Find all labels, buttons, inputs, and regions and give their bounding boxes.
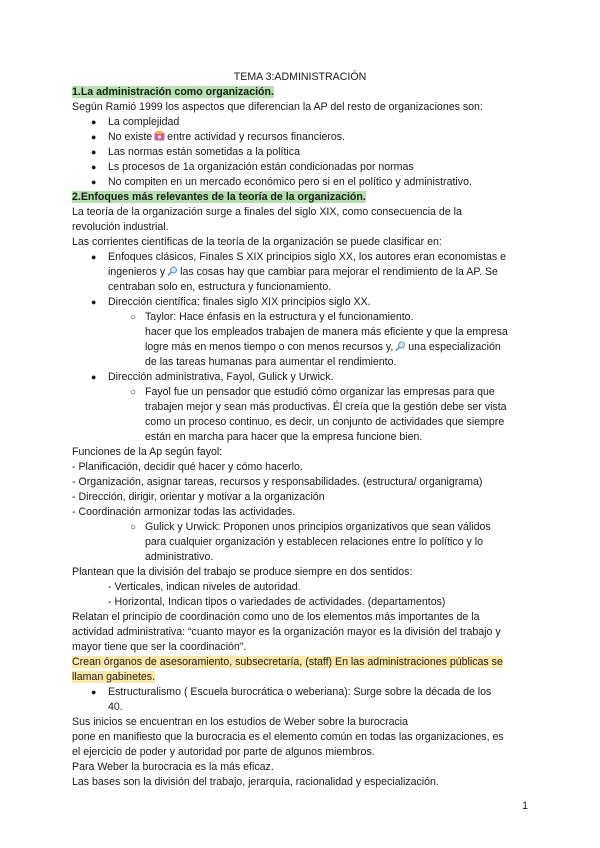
emoji-icon xyxy=(154,131,165,141)
bullet-icon: ● xyxy=(91,147,97,157)
sub-item: para cualquier organización y establecen relaciones entre lo político y lo xyxy=(145,536,484,548)
paragraph: Funciones de la Ap según fayol: xyxy=(72,446,223,458)
paragraph: Plantean que la división del trabajo se produce siempre en dos sentidos: xyxy=(72,566,413,578)
bullet-icon: ● xyxy=(91,132,97,142)
list-item: centraban solo en, estructura y funcionamiento. xyxy=(108,281,332,293)
list-item: Estructuralismo ( Escuela burocrática o weberiana): Surge sobre la década de los xyxy=(108,686,492,698)
highlighted-paragraph: llaman gabinetes. xyxy=(72,671,156,683)
sub-item: Fayol fue un pensador que estudió cómo organizar las empresas para que xyxy=(145,386,495,398)
sub-item: de las tareas humanas para aumentar el rendimiento. xyxy=(145,356,397,368)
paragraph: actividad administrativa: “cuanto mayor es la organización mayor es la división del trabajo y xyxy=(72,626,501,638)
circle-bullet-icon: ○ xyxy=(130,522,137,533)
bullet-icon: ● xyxy=(91,297,97,307)
list-item: No existe entre actividad y recursos financieros. xyxy=(108,131,345,143)
paragraph: - Verticales, indican niveles de autoridad. xyxy=(108,581,301,593)
sub-item: administrativo. xyxy=(145,551,214,563)
circle-bullet-icon: ○ xyxy=(130,312,137,323)
paragraph: - Planificación, decidir qué hacer y cómo hacerlo. xyxy=(72,461,303,473)
bullet-icon: ● xyxy=(91,177,97,187)
sub-item: Gulick y Urwick: Proponen unos principios organizativos que sean válidos xyxy=(145,521,491,533)
sub-item: como un proceso continuo, es decir, un conjunto de actividades que siempre xyxy=(145,416,505,428)
bullet-icon: ● xyxy=(91,372,97,382)
sub-item: trabajen mejor y sean más productivas. Él creía que la gestión debe ser vista xyxy=(145,401,507,413)
paragraph: Sus inicios se encuentran en los estudios de Weber sobre la burocracia xyxy=(72,716,409,728)
list-item: Dirección científica: finales siglo XIX principios siglo XX. xyxy=(108,296,371,308)
list-item: Enfoques clásicos, Finales S XIX principios siglo XX, los autores eran economistas e xyxy=(108,251,507,263)
list-item: No compiten en un mercado económico pero si en el político y administrativo. xyxy=(108,176,472,188)
paragraph: mayor tiene que ser la coordinación”. xyxy=(72,641,247,653)
list-item: Dirección administrativa, Fayol, Gulick y Urwick. xyxy=(108,371,334,383)
paragraph: Las corrientes científicas de la teoría de la organización se puede clasificar en: xyxy=(72,236,442,248)
sub-item: logre más en menos tiempo o con menos recursos y, una especialización xyxy=(145,341,501,353)
list-item: ingenieros y las cosas hay que cambiar para mejorar el rendimiento de la AP. Se xyxy=(108,266,498,278)
section-2-heading: 2.Enfoques más relevantes de la teoría de la organización. xyxy=(72,191,366,203)
paragraph: pone en manifiesto que la burocracia es el elemento común en todas las organizaciones, es xyxy=(72,731,504,743)
sub-item: hacer que los empleados trabajen de manera más eficiente y que la empresa xyxy=(145,326,508,338)
list-item: Ls procesos de 1a organización están condicionadas por normas xyxy=(108,161,414,173)
list-item: 40. xyxy=(108,701,123,713)
paragraph: Las bases son la división del trabajo, jerarquía, racionalidad y especialización. xyxy=(72,776,439,788)
list-item: La complejidad xyxy=(108,116,180,128)
paragraph: - Coordinación armonizar todas las actividades. xyxy=(72,506,296,518)
circle-bullet-icon: ○ xyxy=(130,387,137,398)
paragraph: - Horizontal, Indican tipos o variedades de actividades. (departamentos) xyxy=(108,596,446,608)
paragraph: - Organización, asignar tareas, recursos y responsabilidades. (estructura/ organigrama) xyxy=(72,476,483,488)
sub-item: Taylor: Hace énfasis en la estructura y el funcionamiento. xyxy=(145,311,414,323)
paragraph: La teoría de la organización surge a finales del siglo XIX, como consecuencia de la xyxy=(72,206,462,218)
bullet-icon: ● xyxy=(91,162,97,172)
bullet-icon: ● xyxy=(91,687,97,697)
sub-item: están en marcha para hacer que la empresa funcione bien. xyxy=(145,431,423,443)
section-1-intro: Según Ramió 1999 los aspectos que diferencian la AP del resto de organizaciones son: xyxy=(72,101,483,113)
section-1-heading: 1.La administración como organización. xyxy=(72,86,274,98)
page-number: 1 xyxy=(522,800,528,812)
list-item: Las normas están sometidas a la política xyxy=(108,146,300,158)
magnifier-icon xyxy=(395,341,406,351)
highlighted-paragraph: Crean órganos de asesoramiento, subsecretaría, (staff) En las administraciones públicas se xyxy=(72,656,503,668)
paragraph: el ejercicio de poder y autoridad por parte de algunos miembros. xyxy=(72,746,375,758)
magnifier-icon xyxy=(167,266,178,276)
paragraph: revolución industrial. xyxy=(72,221,169,233)
bullet-icon: ● xyxy=(91,117,97,127)
paragraph: Para Weber la burocracia es la más eficaz. xyxy=(72,761,274,773)
bullet-icon: ● xyxy=(91,252,97,262)
page-title: TEMA 3:ADMINISTRACIÓN xyxy=(233,71,367,83)
paragraph: Relatan el principio de coordinación como uno de los elementos más importantes de la xyxy=(72,611,480,623)
paragraph: - Dirección, dirigir, orientar y motivar a la organización xyxy=(72,491,325,503)
